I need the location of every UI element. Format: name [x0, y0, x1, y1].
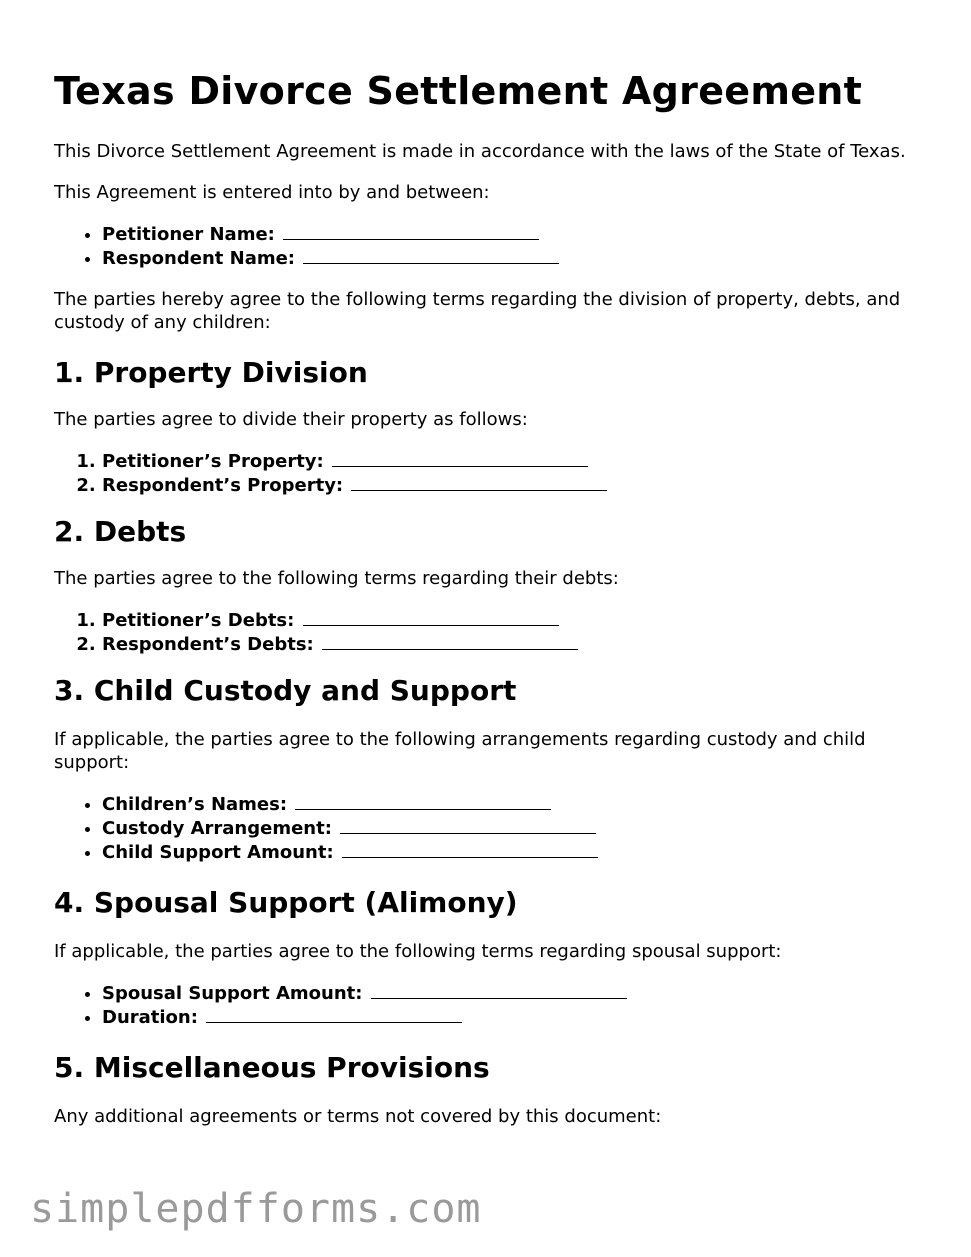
alimony-text: If applicable, the parties agree to the following terms regarding spousal support: — [54, 941, 782, 962]
section-heading-custody: 3. Child Custody and Support — [54, 674, 517, 707]
childrens-names-blank[interactable] — [295, 792, 551, 810]
petitioner-name-blank[interactable] — [283, 222, 539, 240]
intro-paragraph: This Divorce Settlement Agreement is made in accordance with the laws of the State of Texas. — [54, 141, 906, 162]
petitioner-debts-label: Petitioner’s Debts: — [102, 610, 295, 631]
list-item — [102, 792, 918, 816]
list-item — [102, 816, 918, 840]
section-heading-misc: 5. Miscellaneous Provisions — [54, 1051, 490, 1084]
section-heading-alimony: 4. Spousal Support (Alimony) — [54, 886, 518, 919]
list-item — [102, 246, 918, 270]
parties-intro: This Agreement is entered into by and between: — [54, 182, 490, 203]
list-item — [102, 449, 918, 473]
custody-arrangement-blank[interactable] — [340, 816, 596, 834]
alimony-list — [54, 981, 918, 1029]
watermark: simplepdfforms.com — [30, 1186, 482, 1232]
parties-list — [54, 222, 918, 270]
document-page — [54, 0, 918, 1128]
list-item — [102, 1005, 918, 1029]
spousal-support-amount-blank[interactable] — [371, 981, 627, 999]
custody-list — [54, 792, 918, 864]
duration-label: Duration: — [102, 1007, 198, 1028]
property-list — [54, 449, 918, 497]
terms-intro: The parties hereby agree to the following terms regarding the division of property, debts, and custody of any children: — [54, 289, 901, 333]
debts-list — [54, 608, 918, 656]
section-heading-debts: 2. Debts — [54, 515, 187, 548]
child-support-amount-label: Child Support Amount: — [102, 842, 334, 863]
respondent-name-label: Respondent Name: — [102, 248, 295, 269]
petitioner-property-label: Petitioner’s Property: — [102, 451, 324, 472]
respondent-property-label: Respondent’s Property: — [102, 475, 344, 496]
child-support-amount-blank[interactable] — [342, 840, 598, 858]
list-item — [102, 222, 918, 246]
petitioner-property-blank[interactable] — [332, 449, 588, 467]
section-heading-property: 1. Property Division — [54, 356, 368, 389]
debts-text: The parties agree to the following terms regarding their debts: — [54, 568, 619, 589]
list-item — [102, 632, 918, 656]
petitioner-debts-blank[interactable] — [303, 608, 559, 626]
spousal-support-amount-label: Spousal Support Amount: — [102, 983, 363, 1004]
misc-text: Any additional agreements or terms not covered by this document: — [54, 1106, 662, 1127]
respondent-debts-blank[interactable] — [322, 632, 578, 650]
list-item — [102, 608, 918, 632]
respondent-debts-label: Respondent’s Debts: — [102, 634, 314, 655]
list-item — [102, 473, 918, 497]
duration-blank[interactable] — [206, 1005, 462, 1023]
respondent-property-blank[interactable] — [351, 473, 607, 491]
property-text: The parties agree to divide their property as follows: — [54, 409, 528, 430]
document-title: Texas Divorce Settlement Agreement — [54, 69, 863, 113]
custody-arrangement-label: Custody Arrangement: — [102, 818, 332, 839]
list-item — [102, 981, 918, 1005]
respondent-name-blank[interactable] — [303, 246, 559, 264]
list-item — [102, 840, 918, 864]
childrens-names-label: Children’s Names: — [102, 794, 288, 815]
petitioner-name-label: Petitioner Name: — [102, 224, 275, 245]
custody-text: If applicable, the parties agree to the following arrangements regarding custody and child support: — [54, 729, 866, 773]
